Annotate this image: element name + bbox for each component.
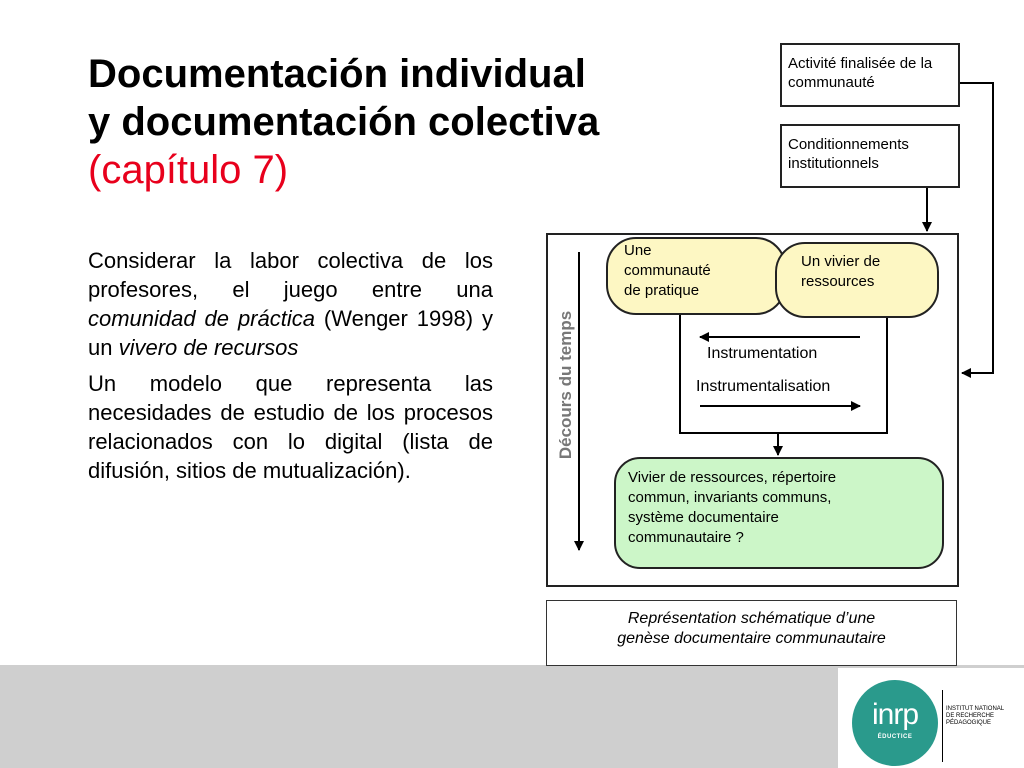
- diagram-caption: [546, 600, 957, 666]
- logo-name-line-1: INSTITUT NATIONAL: [946, 706, 1005, 712]
- title-line-1: Documentación individual: [88, 52, 586, 96]
- vivier-line-2: ressources: [801, 273, 875, 290]
- paragraph-2: Un modelo que representa las necesidades de estudio de los procesos relacionados con lo digital (lista de difusión, sitios de mutualización).: [88, 371, 493, 483]
- result-pill: [614, 457, 944, 569]
- activite-box: Activité finalisée de la communauté: [780, 43, 960, 107]
- instrumentalisation-label: Instrumentalisation: [696, 378, 831, 395]
- p1-text-2: (Wenger 1998) y un: [88, 306, 493, 360]
- result-line-1: Vivier de ressources, répertoire: [628, 469, 837, 486]
- p1-emphasis-1: comunidad de práctica: [88, 306, 315, 331]
- communaute-line-2: communauté: [624, 262, 711, 279]
- logo-name-line-3: PÉDAGOGIQUE: [946, 720, 992, 726]
- decours-du-temps-label: Décours du temps: [556, 310, 575, 460]
- communaute-line-3: de pratique: [624, 282, 700, 299]
- chapter-label: (capítulo 7): [88, 148, 289, 192]
- caption-line-1: Représentation schématique d’une: [627, 610, 876, 627]
- result-line-3: système documentaire: [628, 509, 779, 526]
- p1-text-1: Considerar la labor colectiva de los profesores, el juego entre una: [88, 248, 493, 302]
- p1-emphasis-2: vivero de recursos: [118, 335, 299, 360]
- result-line-2: commun, invariants communs,: [628, 489, 832, 506]
- logo-subtitle: ÉDUCTICE: [877, 734, 913, 740]
- title-line-2: y documentación colectiva: [88, 100, 600, 144]
- logo-mark: inrp: [871, 698, 919, 731]
- logo-name-line-2: DE RECHERCHE: [946, 713, 995, 719]
- arrow-activite-to-frame: [960, 83, 993, 373]
- vivier-pill: [775, 242, 939, 318]
- conditionnements-box: Conditionnements institutionnels: [780, 124, 960, 188]
- caption-line-2: genèse documentaire communautaire: [617, 630, 886, 647]
- instrumentation-label: Instrumentation: [707, 345, 818, 362]
- result-line-4: communautaire ?: [628, 529, 744, 546]
- communaute-line-1: Une: [624, 242, 652, 259]
- communaute-pill: [606, 237, 786, 315]
- vivier-line-1: Un vivier de: [801, 253, 881, 270]
